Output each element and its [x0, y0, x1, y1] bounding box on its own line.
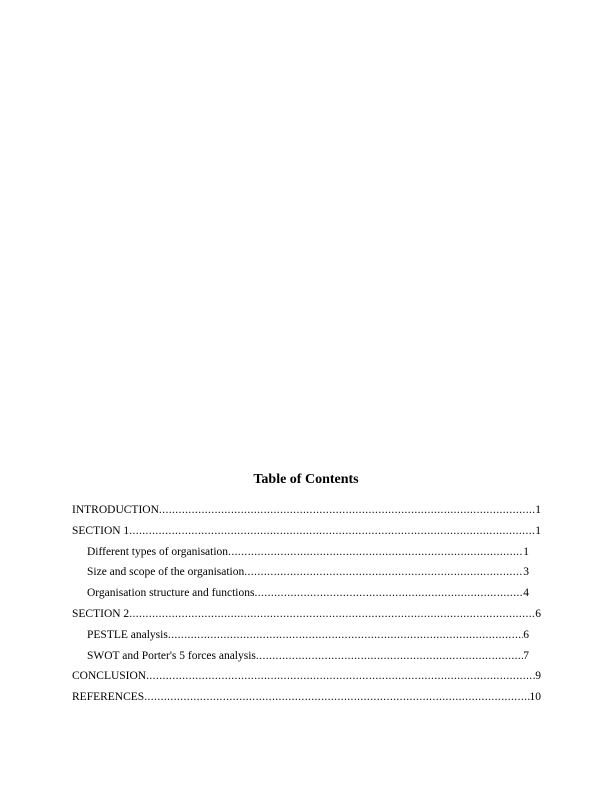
toc-entry-label: REFERENCES — [72, 691, 145, 704]
toc-entry-label: Different types of organisation — [87, 545, 229, 558]
toc-entry-swot-porter[interactable] — [87, 646, 529, 667]
toc-dot-leader — [146, 666, 535, 687]
toc-page-number: 1 — [535, 504, 541, 516]
toc-entry-section-2[interactable] — [72, 604, 541, 625]
toc-title: Table of Contents — [253, 472, 359, 487]
toc-entry-size-and-scope[interactable] — [87, 562, 529, 583]
toc-page-number: 3 — [523, 566, 529, 579]
toc-page-number: 1 — [535, 524, 541, 537]
toc-page-number: 6 — [535, 607, 541, 620]
toc-dot-leader — [256, 646, 523, 667]
toc-entry-introduction[interactable] — [72, 500, 541, 521]
toc-dot-leader — [228, 542, 523, 563]
toc-entry-label: PESTLE analysis — [87, 628, 168, 641]
toc-dot-leader — [129, 521, 535, 542]
toc-dot-leader — [129, 604, 535, 625]
toc-entry-structure-and-functions[interactable] — [87, 583, 529, 604]
toc-dot-leader — [168, 625, 523, 646]
toc-entry-pestle-analysis[interactable] — [87, 625, 529, 646]
toc-page-number: 9 — [535, 670, 541, 683]
toc-dot-leader — [159, 500, 535, 521]
toc-dot-leader — [254, 583, 523, 604]
toc-entry-label: Organisation structure and functions — [87, 587, 255, 600]
toc-entry-label: CONCLUSION — [72, 670, 147, 683]
toc-page-number: 4 — [523, 587, 529, 600]
toc-page-number: 6 — [523, 628, 529, 641]
toc-entry-references[interactable] — [72, 687, 541, 708]
toc-page-number: 1 — [523, 545, 529, 558]
toc-page-number: 7 — [523, 649, 529, 662]
toc-entry-conclusion[interactable] — [72, 666, 541, 687]
toc-entry-section-1[interactable] — [72, 521, 541, 542]
toc-entry-types-of-organisation[interactable] — [87, 542, 529, 563]
toc-dot-leader — [244, 562, 523, 583]
toc-page-number: 10 — [529, 691, 541, 704]
toc-entry-label: SECTION 1 — [72, 524, 130, 537]
toc-dot-leader — [144, 687, 529, 708]
toc-entry-label: Size and scope of the organisation — [87, 566, 245, 579]
toc-entry-label: SWOT and Porter's 5 forces analysis — [87, 649, 256, 662]
table-of-contents — [72, 500, 542, 708]
toc-entry-label: SECTION 2 — [72, 607, 130, 620]
toc-entry-label: INTRODUCTION — [72, 504, 159, 516]
